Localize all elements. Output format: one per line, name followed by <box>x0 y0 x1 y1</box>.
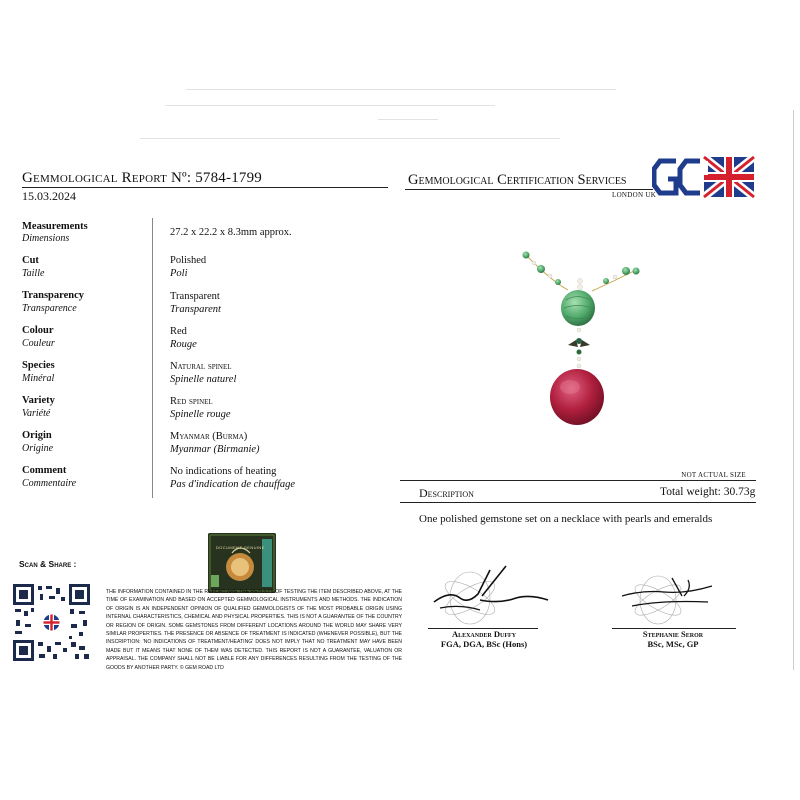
hologram-text: DOCUMENT GENUINE <box>216 545 265 550</box>
scan-artifact-line <box>378 119 438 120</box>
field-value: Natural spinel <box>170 361 232 372</box>
field-label-fr: Transparence <box>22 303 77 314</box>
field-label-fr: Taille <box>22 268 45 279</box>
field-label-fr: Commentaire <box>22 478 77 489</box>
description-top-rule <box>400 480 756 481</box>
field-value-fr: Pas d'indication de chauffage <box>170 479 296 490</box>
company-location: LONDON UK <box>612 191 657 199</box>
field-label: Origin <box>22 430 52 441</box>
field-value-fr: Transparent <box>170 304 221 315</box>
field-label: Transparency <box>22 290 85 301</box>
field-value: Red spinel <box>170 396 213 407</box>
field-label-fr: Couleur <box>22 338 55 349</box>
field-value-fr: Poli <box>170 268 188 279</box>
field-value: 27.2 x 22.2 x 8.3mm approx. <box>170 227 292 238</box>
hologram-icon <box>208 533 276 593</box>
signature-mark-icon <box>420 560 550 628</box>
field-value-fr: Spinelle naturel <box>170 374 237 385</box>
report-title: Gemmological Report Nº: 5784-1799 <box>22 170 263 186</box>
field-label-fr: Minéral <box>22 373 55 384</box>
field-value: Polished <box>170 255 207 266</box>
field-value-fr: Spinelle rouge <box>170 409 231 420</box>
field-value: Red <box>170 326 187 337</box>
qr-code-icon <box>13 584 90 661</box>
hologram-seal <box>208 533 276 593</box>
signature-duffy <box>420 560 550 628</box>
company-logo <box>652 155 756 201</box>
not-actual-size-caption: NOT ACTUAL SIZE <box>681 471 746 479</box>
necklace-image <box>510 245 650 435</box>
field-label: Variety <box>22 395 55 406</box>
field-column-divider <box>152 218 153 498</box>
field-label-fr: Variété <box>22 408 51 419</box>
field-label: Cut <box>22 255 39 266</box>
description-label: Description <box>419 486 474 500</box>
scan-artifact-line <box>140 138 560 139</box>
field-label-fr: Origine <box>22 443 54 454</box>
signer-name: Stephanie Seror <box>642 629 704 639</box>
field-value-fr: Myanmar (Birmanie) <box>170 444 260 455</box>
gcs-flag-logo-icon <box>652 155 756 201</box>
qr-code[interactable] <box>13 584 90 661</box>
signer-name: Alexander Duffy <box>451 629 517 639</box>
field-label: Species <box>22 360 55 371</box>
signature-mark-icon <box>612 566 742 628</box>
report-date: 15.03.2024 <box>22 189 76 203</box>
company-name: Gemmological Certification Services <box>408 172 627 188</box>
disclaimer-text: THE INFORMATION CONTAINED IN THE REPORT ARE THE RESULTS OF TESTING THE ITEM DESCRIBED ABOVE, AT THE TIME OF EXAMINATION AND BASED ON ACCEPTED GEMMOLOGICAL INSTRUMENTS AND METHODS. THE INDICATION OF ORIGIN IS AN INDEPENDENT OPINION OF QUALIFIED GEMMOLOGISTS OF THE MOST PROBABLE ORIGIN USING INTERNAL CHARACTERISTICS, CHEMICAL AND PHYSICAL PROPERTIES. THIS IS NOT A GUARANTEE OF THE COUNTRY OR REGION OF ORIGIN. SOME GEMSTONES FROM DIFFERENT LOCATIONS AROUND THE WORLD MAY SHARE VERY SIMILAR PROPERTIES. THE PRESENCE OR ABSENCE OF TREATMENT IS INDICATED (WHENEVER POSSIBLE), BUT THE INSCRIPTION: 'NO INDICATIONS OF TREATMENT/HEATING' DOES NOT IMPLY THAT NO TREATMENT MAY HAVE BEEN MADE BUT IT MEANS THAT NONE OF THEM WAS DETECTED. THIS REPORT IS NOT A GUARANTEE, VALUATION OR APPRAISAL. THE COMPANY SHALL NOT BE LIABLE FOR ANY DIFFERENCES RESULTING FROM THE TESTING OF THE GOODS BY ANOTHER PARTY. © GEM ROAD LTD <box>106 589 402 671</box>
signature-seror <box>612 566 742 628</box>
total-weight: Total weight: 30.73g <box>660 486 756 498</box>
field-label: Measurements <box>22 221 88 232</box>
signer-credentials: FGA, DGA, BSc (Hons) <box>440 639 528 649</box>
field-label: Colour <box>22 325 54 336</box>
field-value: Transparent <box>170 291 220 302</box>
scan-artifact-line <box>186 89 616 90</box>
field-label: Comment <box>22 465 67 476</box>
field-value: No indications of heating <box>170 466 277 477</box>
description-bottom-rule <box>400 502 756 503</box>
field-value: Myanmar (Burma) <box>170 431 248 442</box>
signer-credentials: BSc, MSc, GP <box>647 639 699 649</box>
scan-artifact-line <box>165 105 495 106</box>
description-text: One polished gemstone set on a necklace with pearls and emeralds <box>419 513 713 525</box>
page-edge <box>793 110 794 670</box>
scan-share-label: Scan & Share : <box>19 559 77 569</box>
field-value-fr: Rouge <box>170 339 197 350</box>
header-divider-right <box>405 189 653 190</box>
gemstone-photo <box>510 245 650 435</box>
field-label-fr: Dimensions <box>22 233 70 244</box>
header-divider-left <box>22 187 388 188</box>
